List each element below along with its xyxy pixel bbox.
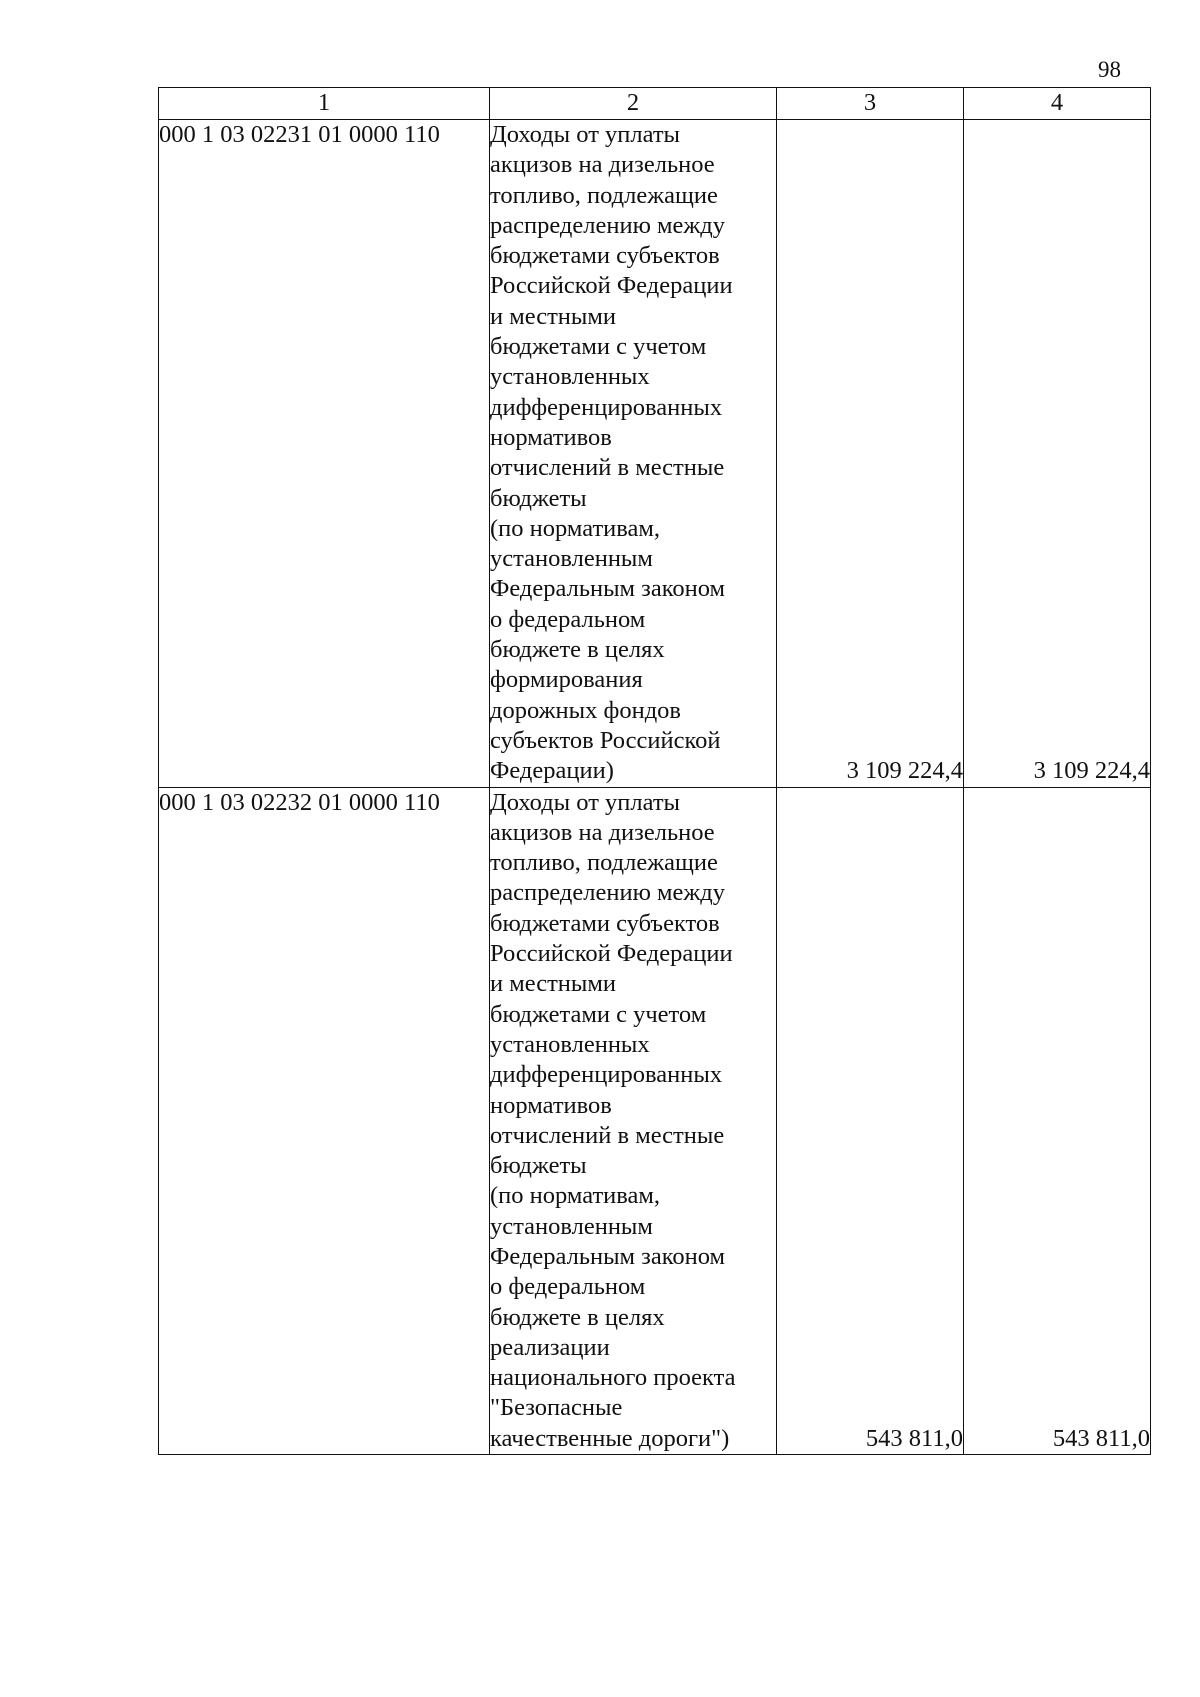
description-line: установленных [490,1030,650,1058]
description-line: бюджетами с учетом [490,1000,707,1028]
description-line: распределению между [490,879,726,907]
description-line: Российской Федерации [490,272,733,300]
description-line: (по нормативам, [490,514,661,542]
description-line: нормативов [490,1091,612,1119]
description-line: дифференцированных [490,1061,723,1089]
description-line: бюджете в целях [490,1303,665,1331]
description-line: установленным [490,1212,653,1240]
description-line: бюджеты [490,1152,587,1180]
column-header-4: 4 [964,88,1151,120]
table-body [159,120,1151,1455]
column-header-3: 3 [777,88,964,120]
amount-column-4: 543 811,0 [964,787,1151,1455]
description-line: Российской Федерации [490,940,733,968]
header-row [159,88,1151,120]
description-line: Федеральным законом [490,575,726,603]
table-row [159,787,1151,1455]
description-line: дифференцированных [490,393,723,421]
description-line: распределению между [490,211,726,239]
revenue-description [490,787,777,1455]
description-line: субъектов Российской [490,726,721,754]
description-line: акцизов на дизельное [490,151,715,179]
description-line: (по нормативам, [490,1182,661,1210]
amount-column-3: 3 109 224,4 [777,120,964,788]
classification-code: 000 1 03 02232 01 0000 110 [159,787,490,1455]
description-line: качественные дороги") [490,1424,730,1452]
description-line: отчислений в местные [490,1121,725,1149]
column-header-1: 1 [159,88,490,120]
description-line: топливо, подлежащие [490,849,718,877]
amount-column-4: 3 109 224,4 [964,120,1151,788]
table-row [159,120,1151,788]
classification-code: 000 1 03 02231 01 0000 110 [159,120,490,788]
description-line: Доходы от уплаты [490,788,681,816]
description-line: национального проекта [490,1364,736,1392]
description-line: о федеральном [490,1273,646,1301]
description-line: Федеральным законом [490,1242,726,1270]
description-line: бюджетами субъектов [490,242,720,270]
amount-column-3: 543 811,0 [777,787,964,1455]
description-line: формирования [490,666,643,694]
description-line: и местными [490,970,616,998]
description-line: реализации [490,1333,610,1361]
description-line: Федерации) [490,757,614,785]
description-line: отчислений в местные [490,454,725,482]
description-line: нормативов [490,423,612,451]
description-line: о федеральном [490,605,646,633]
description-line: бюджетами субъектов [490,909,720,937]
revenue-description [490,120,777,788]
description-line: акцизов на дизельное [490,818,715,846]
description-line: и местными [490,302,616,330]
description-line: установленных [490,363,650,391]
table-header [159,88,1151,120]
column-header-2: 2 [490,88,777,120]
description-line: Доходы от уплаты [490,121,681,148]
description-line: установленным [490,545,653,573]
description-line: дорожных фондов [490,696,681,724]
description-line: бюджетами с учетом [490,333,707,361]
description-line: бюджеты [490,484,587,512]
page-number: 98 [1098,57,1121,82]
revenue-table [158,87,1151,1455]
description-line: "Безопасные [490,1394,623,1422]
description-line: топливо, подлежащие [490,181,718,209]
description-line: бюджете в целях [490,636,665,664]
